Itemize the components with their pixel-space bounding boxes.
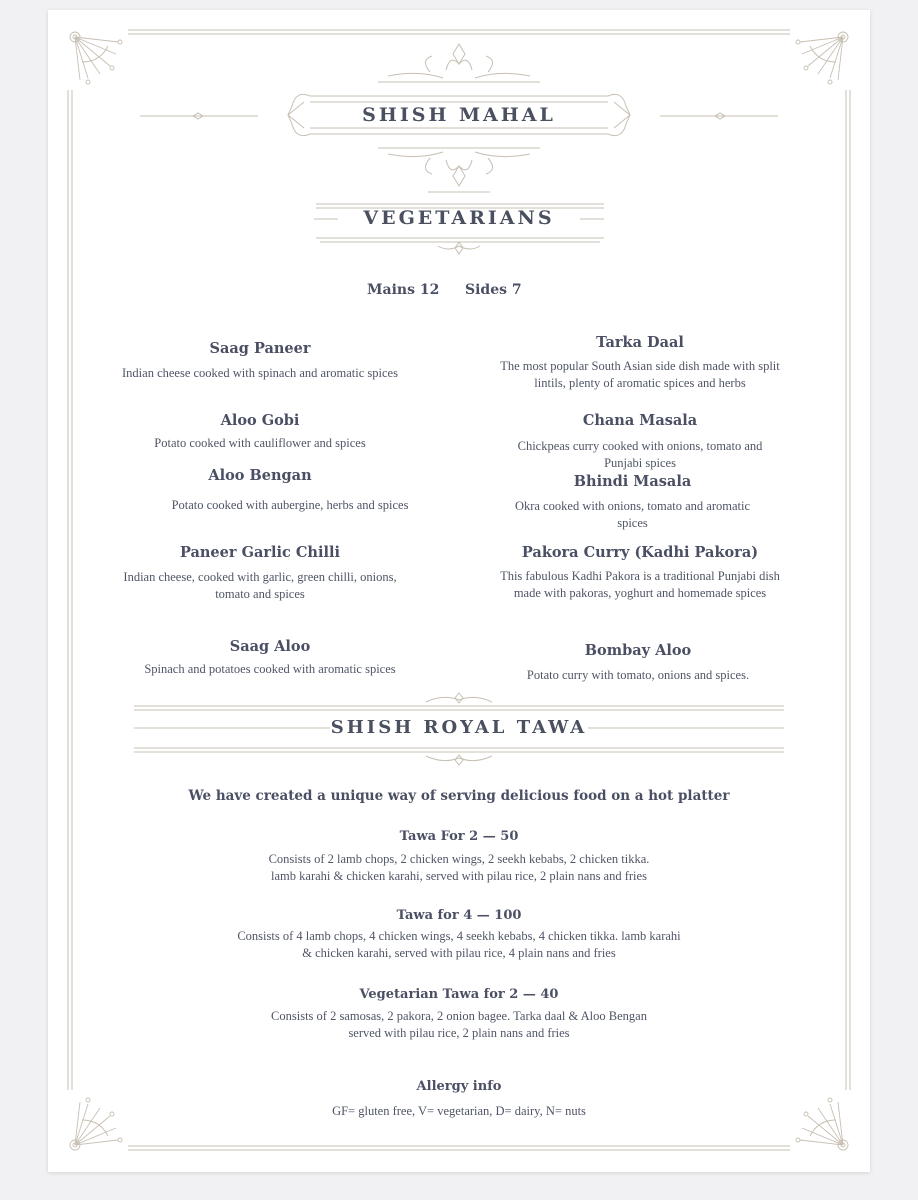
- dish-description: Chickpeas curry cooked with onions, tomato and Punjabi spices: [517, 439, 763, 470]
- tawa-name: Vegetarian Tawa for 2 — 40: [359, 987, 559, 1002]
- tawa-description: Consists of 2 samosas, 2 pakora, 2 onion bagee. Tarka daal & Aloo Bengan served with pilau rice, 2 plain nans and fries: [271, 1009, 647, 1040]
- restaurant-name: SHISH MAHAL: [362, 104, 556, 126]
- allergy-info: GF= gluten free, V= vegetarian, D= dairy, N= nuts: [332, 1104, 586, 1118]
- tawa-description: Consists of 4 lamb chops, 4 chicken wings, 4 seekh kebabs, 4 chicken tikka. lamb karahi & chicken karahi, served with pilau rice, 4 plain nans and fries: [237, 929, 681, 960]
- dish-name: Pakora Curry (Kadhi Pakora): [521, 544, 759, 561]
- dish-name: Bombay Aloo: [584, 642, 692, 659]
- dish-name: Saag Aloo: [229, 638, 311, 655]
- corner-ornament-bottom-left: [70, 1098, 122, 1150]
- dish-name: Tarka Daal: [596, 334, 684, 351]
- dish-name: Chana Masala: [582, 412, 698, 429]
- corner-ornament-top-left: [70, 32, 122, 84]
- dish-name: Aloo Bengan: [208, 467, 312, 484]
- list-item: [120, 544, 400, 603]
- mains-price: Mains 12: [367, 282, 440, 298]
- list-item: [269, 987, 649, 1042]
- dish-description: Spinach and potatoes cooked with aromatic spices: [144, 662, 396, 676]
- list-item: [234, 908, 684, 962]
- dish-description: Okra cooked with onions, tomato and aromatic spices: [514, 499, 750, 530]
- allergy-title: Allergy info: [416, 1079, 502, 1094]
- sides-price: Sides 7: [465, 282, 522, 298]
- list-item: [495, 334, 785, 392]
- section-title-vegetarians: VEGETARIANS: [363, 207, 555, 229]
- corner-ornament-top-right: [796, 32, 848, 84]
- tawa-name: Tawa for 4 — 100: [396, 908, 522, 923]
- list-item: [493, 642, 783, 684]
- list-item: [120, 638, 420, 678]
- dish-name: Aloo Gobi: [220, 412, 300, 429]
- dish-description: Potato curry with tomato, onions and spices.: [526, 668, 750, 682]
- dish-description: Potato cooked with cauliflower and spices: [154, 436, 366, 450]
- dish-name: Saag Paneer: [209, 340, 311, 357]
- list-item: [490, 544, 790, 602]
- dish-description: Potato cooked with aubergine, herbs and spices: [171, 498, 409, 512]
- dish-description: This fabulous Kadhi Pakora is a traditional Punjabi dish made with pakoras, yoghurt and homemade spices: [500, 569, 780, 600]
- dish-name: Bhindi Masala: [573, 473, 692, 490]
- tawa-intro: We have created a unique way of serving delicious food on a hot platter: [188, 788, 730, 804]
- dish-description: Indian cheese, cooked with garlic, green chilli, onions, tomato and spices: [123, 570, 397, 601]
- corner-ornament-bottom-right: [796, 1098, 848, 1150]
- menu-page: [48, 10, 870, 1172]
- list-item: [259, 829, 659, 885]
- dish-description: The most popular South Asian side dish made with split lintils, plenty of aromatic spices and herbs: [500, 359, 780, 390]
- dish-description: Indian cheese cooked with spinach and aromatic spices: [122, 366, 398, 380]
- list-item: [110, 412, 410, 452]
- tawa-name: Tawa For 2 — 50: [399, 829, 519, 844]
- dish-name: Paneer Garlic Chilli: [179, 544, 341, 561]
- section-title-tawa: SHISH ROYAL TAWA: [330, 717, 588, 738]
- list-item: [110, 467, 410, 514]
- list-item: [500, 412, 780, 472]
- tawa-description: Consists of 2 lamb chops, 2 chicken wings, 2 seekh kebabs, 2 chicken tikka. lamb karahi & chicken karahi, served with pilau rice, 2 plain nans and fries: [268, 852, 650, 883]
- list-item: [120, 340, 400, 382]
- list-item: [500, 473, 765, 532]
